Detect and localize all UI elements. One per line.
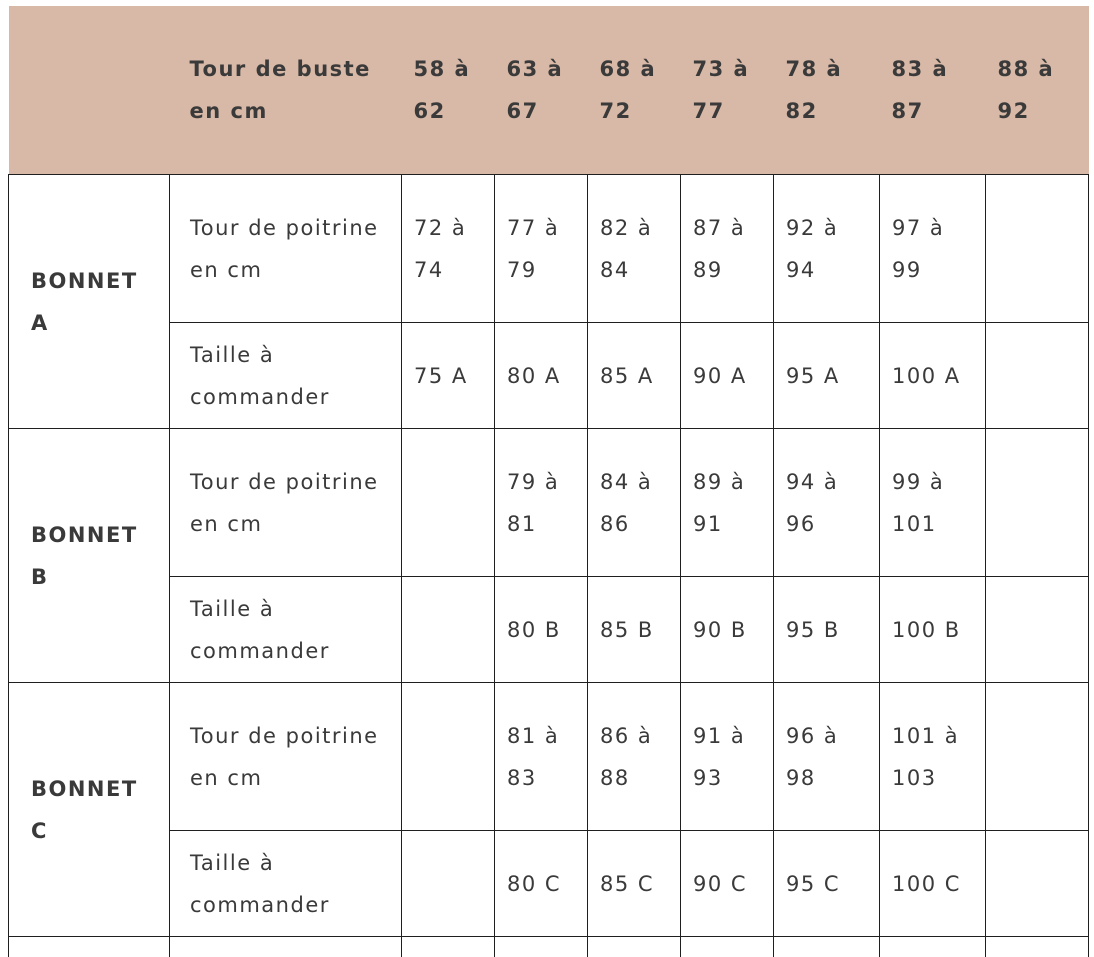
table-cell <box>402 683 495 831</box>
table-cell: 82 à 84 <box>588 175 681 323</box>
table-cell <box>681 937 774 957</box>
table-cell: 75 A <box>402 323 495 429</box>
table-cell: 85 B <box>588 577 681 683</box>
table-cell <box>588 937 681 957</box>
table-cell <box>402 831 495 937</box>
header-row <box>9 6 1089 175</box>
table-cell <box>170 937 402 957</box>
table-cell <box>986 429 1089 577</box>
table-cell <box>402 577 495 683</box>
table-cell <box>495 937 588 957</box>
table-cell <box>986 937 1089 957</box>
table-cell: 91 à 93 <box>681 683 774 831</box>
header-column: 58 à 62 <box>402 6 495 175</box>
row-label: Tour de poitrine en cm <box>170 429 402 577</box>
header-label: Tour de buste en cm <box>170 6 402 175</box>
table-cell: 80 C <box>495 831 588 937</box>
table-cell <box>986 323 1089 429</box>
table-cell: 101 à 103 <box>880 683 986 831</box>
table-row <box>9 683 1089 831</box>
group-label: BONNET B <box>9 429 170 683</box>
header-column: 68 à 72 <box>588 6 681 175</box>
bra-size-table <box>8 6 1089 957</box>
row-label: Taille à commander <box>170 831 402 937</box>
table-row <box>9 175 1089 323</box>
table-cell <box>9 937 170 957</box>
table-row <box>9 831 1089 937</box>
table-cell: 90 A <box>681 323 774 429</box>
row-label: Taille à commander <box>170 577 402 683</box>
table-cell: 85 C <box>588 831 681 937</box>
table-cell <box>402 429 495 577</box>
row-label: Taille à commander <box>170 323 402 429</box>
table-cell: 84 à 86 <box>588 429 681 577</box>
table-cell <box>402 937 495 957</box>
table-cell: 95 C <box>774 831 880 937</box>
table-cell: 81 à 83 <box>495 683 588 831</box>
table-row <box>9 937 1089 957</box>
row-label: Tour de poitrine en cm <box>170 175 402 323</box>
table-cell: 90 B <box>681 577 774 683</box>
table-cell: 79 à 81 <box>495 429 588 577</box>
table-cell: 80 A <box>495 323 588 429</box>
header-column: 83 à 87 <box>880 6 986 175</box>
table-cell <box>880 937 986 957</box>
table-cell: 100 C <box>880 831 986 937</box>
header-column: 73 à 77 <box>681 6 774 175</box>
header-corner-cell <box>9 6 170 175</box>
table-cell: 77 à 79 <box>495 175 588 323</box>
table-cell: 95 A <box>774 323 880 429</box>
table-cell <box>774 937 880 957</box>
table-cell <box>986 683 1089 831</box>
table-cell: 94 à 96 <box>774 429 880 577</box>
table-cell: 95 B <box>774 577 880 683</box>
header-column: 63 à 67 <box>495 6 588 175</box>
table-header <box>9 6 1089 175</box>
table-body <box>9 175 1089 957</box>
header-column: 88 à 92 <box>986 6 1089 175</box>
table-cell: 90 C <box>681 831 774 937</box>
table-cell: 87 à 89 <box>681 175 774 323</box>
table-cell <box>986 831 1089 937</box>
table-cell: 92 à 94 <box>774 175 880 323</box>
table-row <box>9 323 1089 429</box>
table-cell: 100 B <box>880 577 986 683</box>
size-chart <box>8 6 1088 957</box>
table-cell: 80 B <box>495 577 588 683</box>
table-cell: 99 à 101 <box>880 429 986 577</box>
table-row <box>9 577 1089 683</box>
table-cell: 89 à 91 <box>681 429 774 577</box>
table-row <box>9 429 1089 577</box>
table-cell <box>986 175 1089 323</box>
row-label: Tour de poitrine en cm <box>170 683 402 831</box>
table-cell: 85 A <box>588 323 681 429</box>
group-label: BONNET C <box>9 683 170 937</box>
table-cell: 86 à 88 <box>588 683 681 831</box>
table-cell: 100 A <box>880 323 986 429</box>
table-cell: 97 à 99 <box>880 175 986 323</box>
table-cell <box>986 577 1089 683</box>
header-column: 78 à 82 <box>774 6 880 175</box>
table-cell: 72 à 74 <box>402 175 495 323</box>
group-label: BONNET A <box>9 175 170 429</box>
table-cell: 96 à 98 <box>774 683 880 831</box>
